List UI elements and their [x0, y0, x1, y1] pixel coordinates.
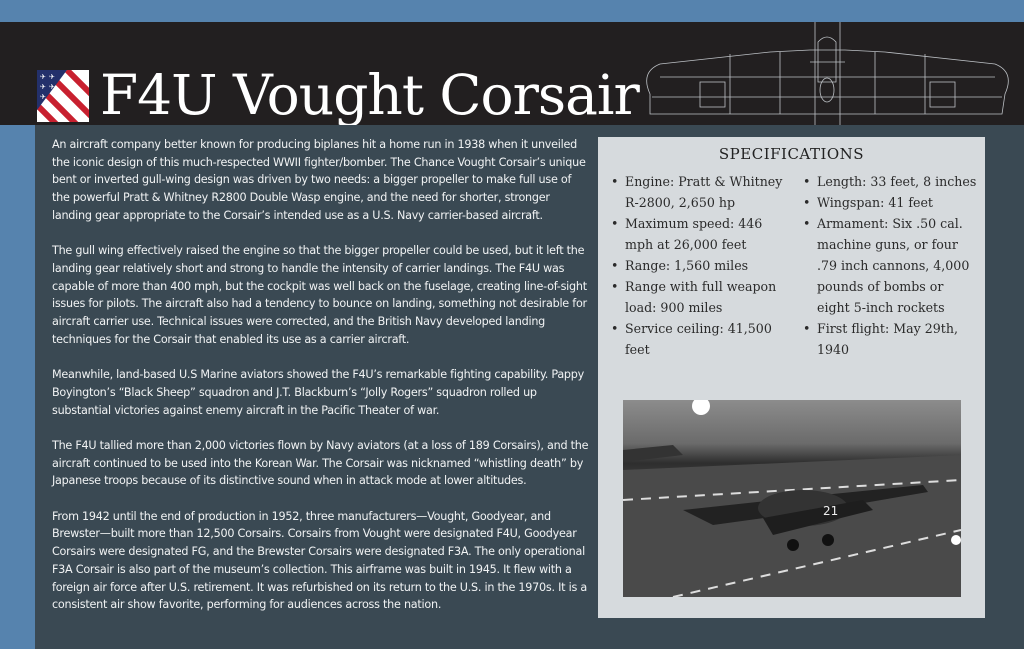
paragraph: An aircraft company better known for producing biplanes hit a home run in 1938 when it unveiled the iconic design of this much-respected WWII fighter/bomber. The Chance Vought Corsair’s unique bent or inverted gull-wing design was driven by two needs: a bigger propeller to make full use of the powerful Pratt & Whitney R2800 Double Wasp engine, and the need for shorter, stronger landing gear appropriate to the Corsair’s intended use as a U.S. Navy carrier-based aircraft. [52, 138, 586, 222]
svg-text:✈: ✈ [40, 73, 46, 81]
spec-item: • Maximum speed: 446 mph at 26,000 feet [611, 213, 791, 255]
svg-text:✈: ✈ [49, 73, 55, 81]
corsair-carrier-photo [623, 400, 961, 597]
specifications-heading: SPECIFICATIONS [718, 145, 865, 163]
specs-left-list [611, 171, 791, 360]
paragraph: From 1942 until the end of production in 1952, three manufacturers—Vought, Goodyear, and Brewster—built more than 12,500 Corsairs. Corsairs from Vought were designated F4U, Goodyear Corsairs were designated FG, and the Brewster Corsairs were designated F3A. The only operational F3A Corsair is also part of the museum’s collection. This airframe was built in 1945. It flew with a foreign air force after U.S. retirement. It was refurbished on its return to the U.S. in the 1970s. It is a consistent air show favorite, performing for audiences across the nation. [52, 509, 587, 612]
spec-item: • First flight: May 29th, 1940 [803, 318, 978, 360]
top-band [0, 0, 1024, 22]
spec-item: • Length: 33 feet, 8 inches [803, 171, 978, 192]
left-accent-strip [0, 125, 35, 649]
spec-item: • Service ceiling: 41,500 feet [611, 318, 791, 360]
specs-right-list [803, 171, 978, 360]
spec-item: • Range: 1,560 miles [611, 255, 791, 276]
svg-text:✈: ✈ [49, 83, 55, 91]
paragraph: The gull wing effectively raised the engine so that the bigger propeller could be used, but it left the landing gear relatively short and strong to handle the intensity of carrier landings. The F4U was capable of more than 400 mph, but the cockpit was well back on the fuselage, creating line-of-sight issues for pilots. The aircraft also had a tendency to bounce on landing, something not desirable for aircraft carrier use. Technical issues were corrected, and the British Navy developed landing techniques for the Corsair that enabled its use as a carrier aircraft. [52, 244, 587, 346]
article-body [52, 136, 592, 632]
spec-item: • Range with full weapon load: 900 miles [611, 276, 791, 318]
aircraft-number: 21 [823, 504, 839, 518]
spec-item: • Armament: Six .50 cal. machine guns, or four .79 inch cannons, 4,000 pounds of bombs or eight 5-inch rockets [803, 213, 978, 318]
corsair-blueprint-illustration [630, 22, 1024, 125]
flag-logo [37, 70, 89, 122]
paragraph: Meanwhile, land-based U.S Marine aviators showed the F4U’s remarkable fighting capability. Pappy Boyington’s “Black Sheep” squadron and J.T. Blackburn’s “Jolly Rogers” squadron rolled up substantial victories against enemy aircraft in the Pacific Theater of war. [52, 368, 585, 417]
page-title: F4U Vought Corsair [100, 63, 639, 125]
header-banner [0, 22, 1024, 125]
svg-text:✈: ✈ [40, 83, 46, 91]
svg-text:✈: ✈ [40, 93, 46, 101]
spec-item: • Engine: Pratt & Whitney R-2800, 2,650 hp [611, 171, 791, 213]
spec-item: • Wingspan: 41 feet [803, 192, 978, 213]
specifications-panel [598, 137, 985, 618]
paragraph: The F4U tallied more than 2,000 victories flown by Navy aviators (at a loss of 189 Corsairs), and the aircraft continued to be used into the Korean War. The Corsair was nicknamed “whistling death” by Japanese troops because of its distinctive sound when in attack mode at lower altitudes. [52, 438, 589, 488]
